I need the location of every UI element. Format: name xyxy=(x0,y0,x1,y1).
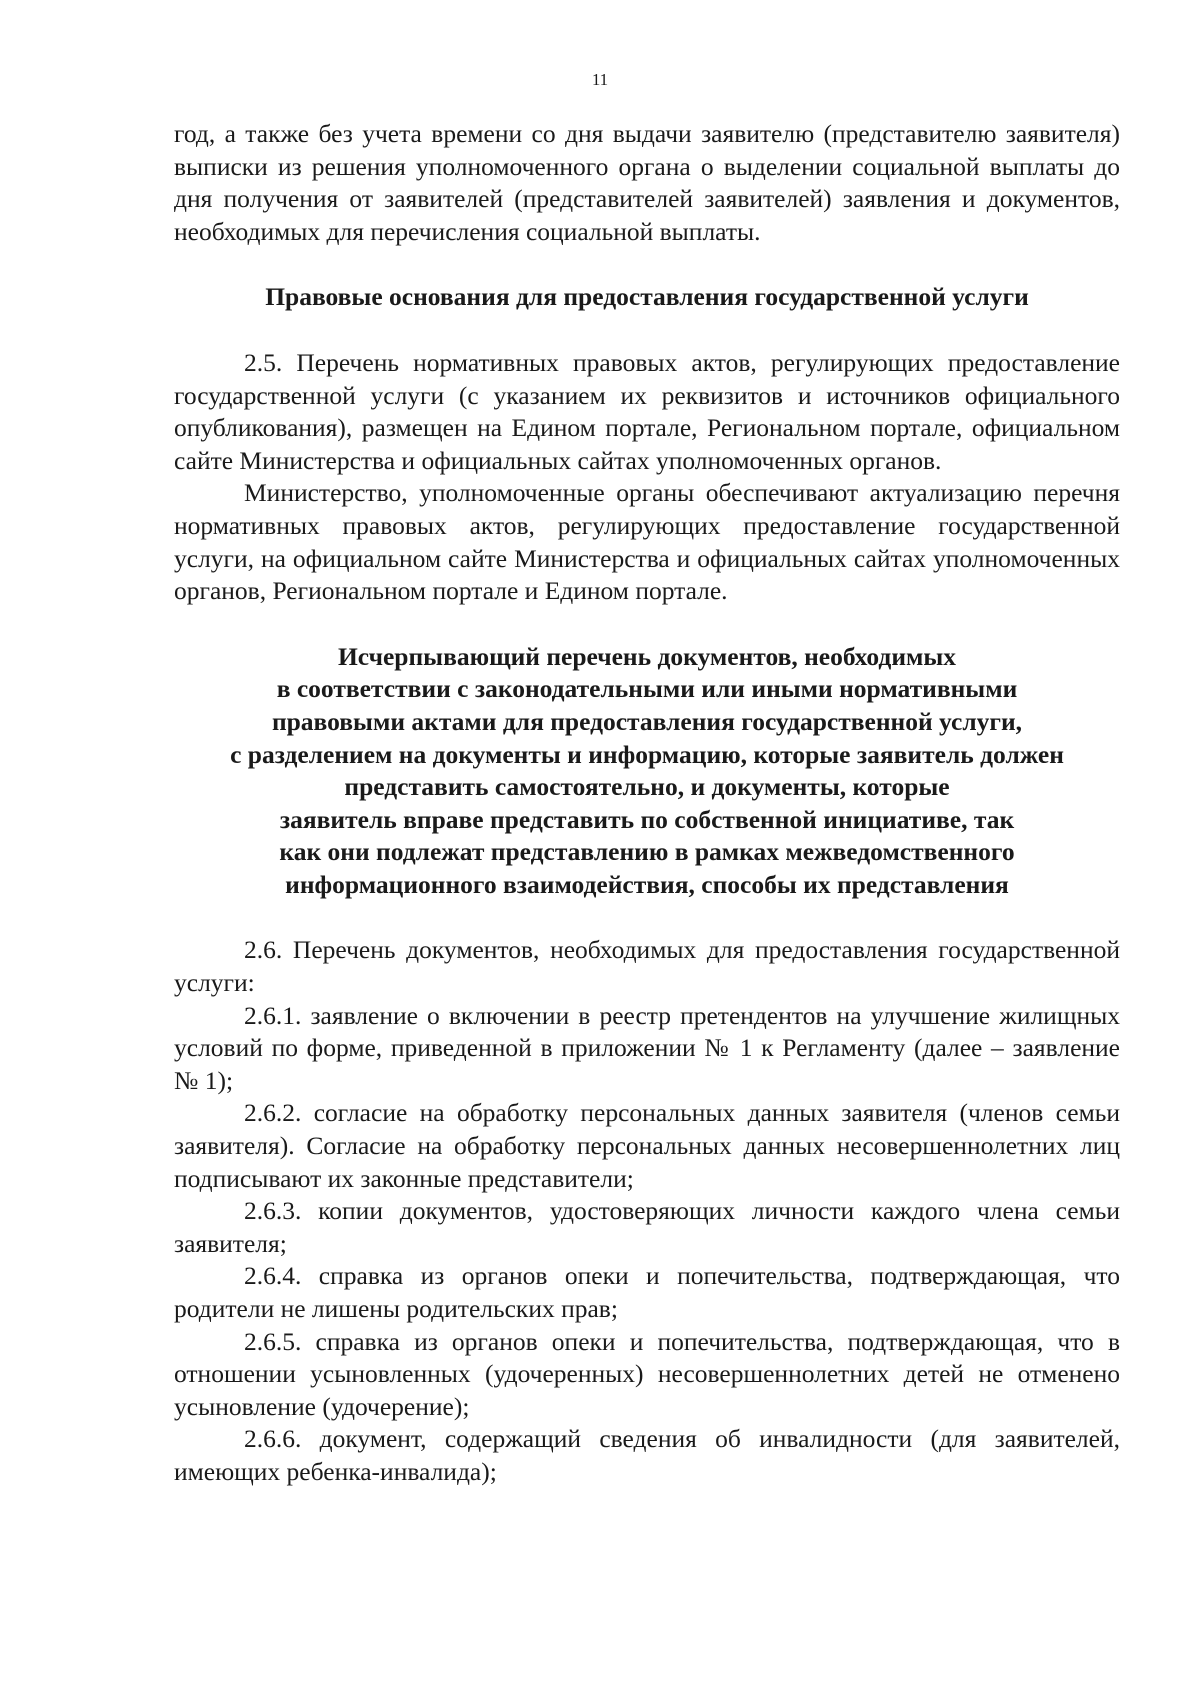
paragraph-2-6-6: 2.6.6. документ, содержащий сведения об инвалидности (для заявителей, имеющих ребенка-инвалида); xyxy=(174,1424,1120,1486)
paragraph-ministry-actualization: Министерство, уполномоченные органы обеспечивают актуализацию перечня нормативных правовых актов, регулирующих предоставление государственной услуги, на официальном сайте Министерства и официальных сайтах уполномоченных органов, Региональном портале и Едином портале. xyxy=(174,478,1120,606)
paragraph-2-6-4: 2.6.4. справка из органов опеки и попечительства, подтверждающая, что родители не лишены родительских прав; xyxy=(174,1261,1120,1323)
heading-line: как они подлежат представлению в рамках межведомственного xyxy=(279,837,1015,867)
heading-line: с разделением на документы и информацию, которые заявитель должен xyxy=(230,739,1064,769)
heading-line: правовыми актами для предоставления государственной услуги, xyxy=(271,706,1023,736)
heading-line: в соответствии с законодательными или иными нормативными xyxy=(276,674,1018,704)
page-content xyxy=(174,118,1120,1489)
heading-line: заявитель вправе представить по собственной инициативе, так xyxy=(279,804,1015,834)
section-heading-documents xyxy=(174,641,1120,902)
section-heading-legal-basis: Правовые основания для предоставления государственной услуги xyxy=(265,282,1029,312)
heading-line: Исчерпывающий перечень документов, необходимых xyxy=(337,641,957,671)
page-number: 11 xyxy=(591,70,609,89)
paragraph-2-6-2: 2.6.2. согласие на обработку персональных данных заявителя (членов семьи заявителя). Согласие на обработку персональных данных несовершеннолетних лиц подписывают их законные представители; xyxy=(174,1098,1120,1193)
paragraph-2-5: 2.5. Перечень нормативных правовых актов, регулирующих предоставление государственной услуги (с указанием их реквизитов и источников официального опубликования), размещен на Едином портале, Региональном портале, официальном сайте Министерства и официальных сайтах уполномоченных органов. xyxy=(174,347,1120,475)
paragraph-2-6-5: 2.6.5. справка из органов опеки и попечительства, подтверждающая, что в отношении усыновленных (удочеренных) несовершеннолетних детей не отменено усыновление (удочерение); xyxy=(174,1326,1120,1421)
paragraph-2-6-1: 2.6.1. заявление о включении в реестр претендентов на улучшение жилищных условий по форме, приведенной в приложении № 1 к Регламенту (далее – заявление № 1); xyxy=(174,1000,1120,1095)
paragraph-2-6: 2.6. Перечень документов, необходимых для предоставления государственной услуги: xyxy=(174,935,1120,998)
heading-line: информационного взаимодействия, способы их представления xyxy=(285,869,1009,899)
intro-paragraph: год, а также без учета времени со дня выдачи заявителю (представителю заявителя) выписки из решения уполномоченного органа о выделении социальной выплаты до дня получения от заявителей (представителей заявителей) заявления и документов, необходимых для перечисления социальной выплаты. xyxy=(174,119,1120,246)
paragraph-2-6-3: 2.6.3. копии документов, удостоверяющих личности каждого члена семьи заявителя; xyxy=(174,1196,1120,1258)
heading-line: представить самостоятельно, и документы, которые xyxy=(344,772,950,802)
